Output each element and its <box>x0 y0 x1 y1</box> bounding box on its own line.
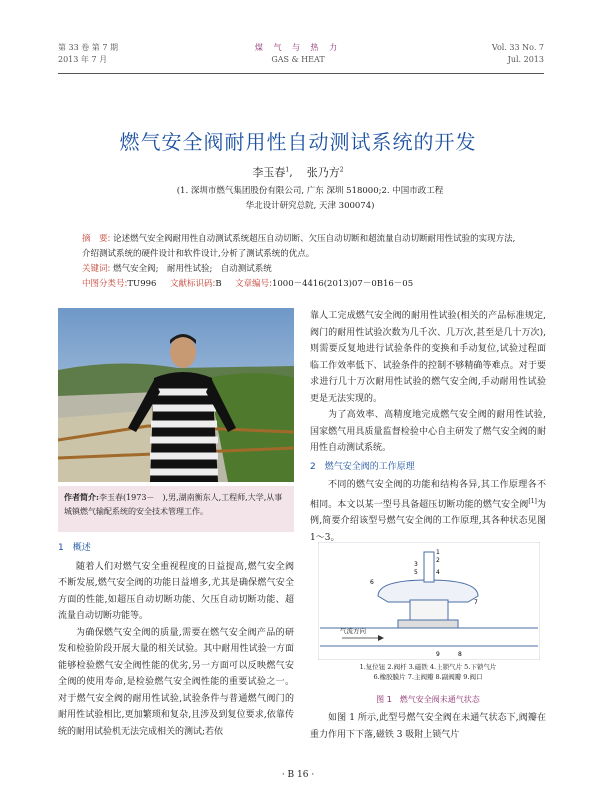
right-column-bottom <box>310 710 546 743</box>
author-1: 李玉春 <box>252 166 286 179</box>
author-2-affil: 2 <box>339 166 344 174</box>
article-number-label: 文章编号: <box>235 279 272 289</box>
issue-date: 2013 年 7 月 <box>58 55 108 64</box>
part-number-4: 4 <box>436 569 440 576</box>
abstract-label: 摘 要: <box>82 234 111 244</box>
flow-direction-label: 气流方向 <box>340 627 366 635</box>
paragraph: 为了高效率、高精度地完成燃气安全阀的耐用性试验,国家燃气用具质量监督检验中心自主研发了燃气安全阀的耐用性自动测试系统。 <box>310 410 546 453</box>
part-number-3: 3 <box>414 561 418 568</box>
part-number-6: 6 <box>370 579 374 586</box>
part-number-7: 7 <box>474 599 478 606</box>
paragraph: 随着人们对燃气安全重视程度的日益提高,燃气安全阀不断发展,燃气安全阀的功能日益增多,尤其是确保燃气安全方面的性能,如超压自动切断功能、欠压自动切断功能、超流量自动切断功能等。 <box>58 561 294 621</box>
keywords-text: 燃气安全阀; 耐用性试验; 自动测试系统 <box>113 264 272 274</box>
figure-legend-line-2: 6.橡胶膜片 7.主阀瓣 8.副阀瓣 9.阀口 <box>373 673 483 681</box>
journal-name-en: GAS & HEAT <box>271 55 325 64</box>
keywords-label: 关键词: <box>82 264 111 274</box>
affiliation-line-2: 华北设计研究总院, 天津 300074) <box>245 201 375 211</box>
part-number-1: 1 <box>436 549 440 556</box>
volume-issue: 第 33 卷 第 7 期 <box>58 43 118 52</box>
classification-label: 中图分类号: <box>82 279 128 289</box>
abstract-block <box>82 232 522 292</box>
classification-value: TU996 <box>127 279 157 289</box>
header-rule <box>58 73 544 74</box>
author-photo <box>58 308 294 482</box>
issue-date-en: Jul. 2013 <box>507 55 544 64</box>
paragraph: 如图 1 所示,此型号燃气安全阀在未通气状态下,阀瓣在重力作用下下落,磁铁 3 吸附上锁气片 <box>310 713 546 740</box>
paragraph: 靠人工完成燃气安全阀的耐用性试验(相关的产品标准规定,阀门的耐用性试验次数为几千次、几万次,甚至是几十万次),则需要反复地进行试验条件的变换和手动复位,试验过程面临工作效率低下、试验条件的控制不够精确等难点。对于要求进行几十万次耐用性试验的燃气安全阀,手动耐用性试验更是无法实现的。 <box>310 311 546 404</box>
article-number-value: 1000－4416(2013)07－0B16－05 <box>271 279 414 289</box>
figure-1-title: 图 1 燃气安全阀未通气状态 <box>376 695 480 704</box>
section-1-heading: 1 概述 <box>58 543 91 553</box>
paragraph-text: 为例,简要介绍该型号燃气安全阀的工作原理,其各种状态见图 1～3。 <box>310 499 546 543</box>
paragraph <box>310 477 546 546</box>
right-column <box>310 308 546 546</box>
figure-legend-line-1: 1.复位钮 2.阀杆 3.磁铁 4.上锁气片 5.下锁气片 <box>359 663 497 671</box>
citation-ref: [1] <box>528 497 537 505</box>
journal-name-cn: 煤 气 与 热 力 <box>254 43 342 52</box>
paragraph-text: 不同的燃气安全阀的功能和结构各异,其工作原理各不相同。本文以某一型号具备超压切断功能的燃气安全阀 <box>310 480 546 510</box>
doc-code-label: 文献标识码: <box>169 279 216 289</box>
paper-title: 燃气安全阀耐用性自动测试系统的开发 <box>119 130 477 154</box>
affiliations <box>120 184 500 214</box>
journal-volume-info-en <box>492 42 544 66</box>
part-number-9: 9 <box>436 651 440 658</box>
author-bio-label: 作者简介: <box>64 492 99 502</box>
page-number: · B 16 · <box>281 770 315 780</box>
author-1-affil: 1 <box>285 166 290 174</box>
part-number-8: 8 <box>458 651 462 658</box>
author-bio-text: 李玉春(1973－ ),男,湖南衡东人,工程师,大学,从事城镇燃气输配系统的安全技术管理工作。 <box>64 493 283 516</box>
part-number-5: 5 <box>414 569 418 576</box>
abstract-text: 论述燃气安全阀耐用性自动测试系统超压自动切断、欠压自动切断和超流量自动切断耐用性试验的实现方法,介绍测试系统的硬件设计和软件设计,分析了测试系统的优点。 <box>82 234 516 259</box>
section-2-heading: 2 燃气安全阀的工作原理 <box>310 461 415 472</box>
part-number-2: 2 <box>436 557 440 564</box>
author-bio-box <box>58 486 294 532</box>
author-2: 张乃方 <box>306 166 340 179</box>
affiliation-line-1: (1. 深圳市燃气集团股份有限公司, 广东 深圳 518000;2. 中国市政工程 <box>176 186 444 196</box>
figure-1-legend <box>310 662 546 682</box>
figure-1-diagram <box>318 542 540 660</box>
author-line <box>0 164 596 180</box>
doc-code-value: B <box>215 279 222 289</box>
volume-issue-en: Vol. 33 No. 7 <box>491 43 544 52</box>
left-column <box>58 538 294 740</box>
paragraph: 为确保燃气安全阀的质量,需要在燃气安全阀产品的研发和检验阶段开展大量的相关试验。其中耐用性试验一方面能够检验燃气安全阀性能的优劣,另一方面可以反映燃气安全阀的使用寿命,是检验燃气安全阀性能的重要试验之一。对于燃气安全阀的耐用性试验,试验条件与普通燃气阀门的耐用性试验相比,更加繁琐和复杂,且涉及到复位要求,依靠传统的耐用试验机无法完成相关的测试;若依 <box>58 627 294 737</box>
author-separator: , <box>289 166 293 179</box>
